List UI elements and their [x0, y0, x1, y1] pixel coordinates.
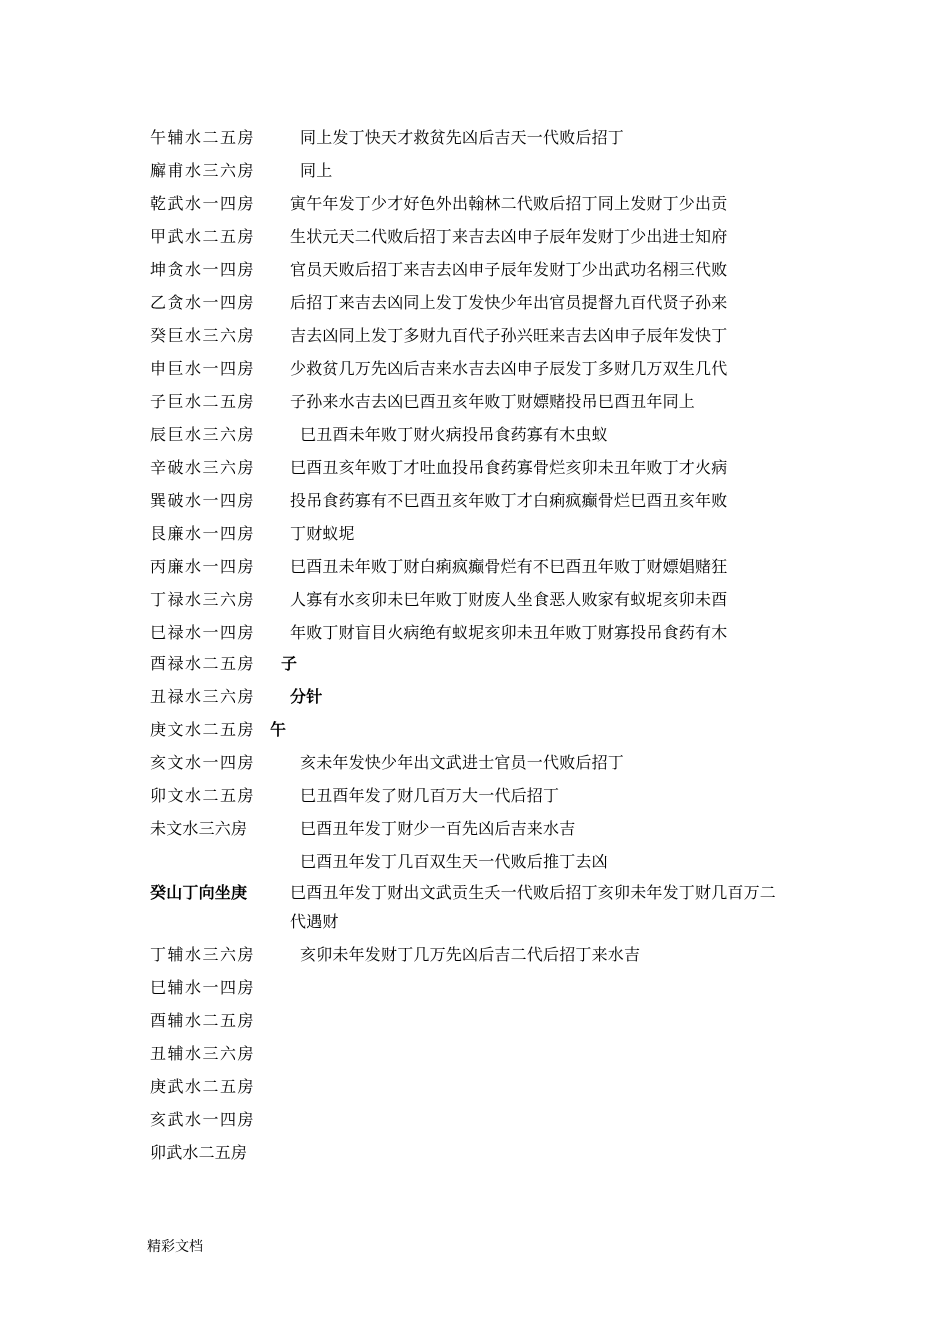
entry-text: 巳酉丑未年败丁财白痢疯癫骨烂有不巳酉丑年败丁财嫖娼赌狂: [290, 557, 728, 576]
entry-row: [0, 715, 950, 745]
entry-text: 生状元天二代败后招丁来吉去凶申子辰年发财丁少出进士知府: [290, 227, 728, 246]
entry-row: [0, 847, 950, 877]
entry-label: 坤贪水一四房: [150, 260, 256, 279]
entry-label: 丑辅水三六房: [150, 1044, 256, 1063]
entry-row: [0, 1006, 950, 1036]
entry-label: 酉禄水二五房: [150, 654, 256, 673]
entry-label: 丙廉水一四房: [150, 557, 256, 576]
entry-text: 同上发丁快天才救贫先凶后吉天一代败后招丁: [300, 128, 625, 147]
entry-row: [0, 814, 950, 844]
page-footer: 精彩文档: [147, 1239, 203, 1255]
entry-text: 子: [281, 654, 298, 673]
entry-label: 庚武水二五房: [150, 1077, 256, 1096]
entry-text: 亥未年发快少年出文武进士官员一代败后招丁: [300, 753, 625, 772]
entry-label: 癸巨水三六房: [150, 326, 256, 345]
entry-row: [0, 781, 950, 811]
entry-text: 巳丑酉年发了财几百万大一代后招丁: [300, 786, 560, 805]
entry-text: 官员天败后招丁来吉去凶申子辰年发财丁少出武功名栩三代败: [290, 260, 728, 279]
entry-label: 申巨水一四房: [150, 359, 256, 378]
entry-label: 癸山丁向坐庚: [150, 883, 248, 902]
entry-label: 卯武水二五房: [150, 1143, 248, 1162]
entry-row: [0, 321, 950, 351]
entry-row: [0, 288, 950, 318]
entry-text: 投吊食药寡有不巳酉丑亥年败丁才白痢疯癫骨烂巳酉丑亥年败: [290, 491, 728, 510]
entry-text: 巳酉丑亥年败丁才吐血投吊食药寡骨烂亥卯未丑年败丁才火病: [290, 458, 728, 477]
entry-text: 年败丁财盲目火病绝有蚁坭亥卯未丑年败丁财寡投吊食药有木: [290, 623, 728, 642]
entry-text: 人寡有水亥卯未巳年败丁财废人坐食恶人败家有蚁坭亥卯未酉: [290, 590, 728, 609]
entry-row: [0, 940, 950, 970]
entry-text: 少救贫几万先凶后吉来水吉去凶申子辰发丁多财几万双生几代: [290, 359, 728, 378]
entry-text: 吉去凶同上发丁多财九百代子孙兴旺来吉去凶申子辰年发快丁: [290, 326, 728, 345]
entry-row: [0, 453, 950, 483]
entry-label: 丁辅水三六房: [150, 945, 256, 964]
entry-label: 午辅水二五房: [150, 128, 256, 147]
entry-row: [0, 420, 950, 450]
entry-row: [0, 973, 950, 1003]
entry-label: 乙贪水一四房: [150, 293, 256, 312]
entry-row: [0, 618, 950, 648]
entry-label: 亥文水一四房: [150, 753, 256, 772]
entry-label: 廨甫水三六房: [150, 161, 256, 180]
entry-row: [0, 519, 950, 549]
entry-label: 子巨水二五房: [150, 392, 256, 411]
entry-row: [0, 1105, 950, 1135]
entry-row: [0, 387, 950, 417]
entry-label: 辰巨水三六房: [150, 425, 256, 444]
entry-text: 巳酉丑年发丁财出文武贡生夭一代败后招丁亥卯未年发丁财几百万二代遇财: [290, 883, 777, 931]
entry-label: 艮廉水一四房: [150, 524, 256, 543]
entry-row: [0, 189, 950, 219]
entry-label: 亥武水一四房: [150, 1110, 256, 1129]
entry-row: [0, 878, 950, 938]
entry-row: [0, 1072, 950, 1102]
entry-label: 丁禄水三六房: [150, 590, 256, 609]
entry-text: 寅午年发丁少才好色外出翰林二代败后招丁同上发财丁少出贡: [290, 194, 728, 213]
entry-row: [0, 649, 950, 679]
entry-label: 未文水三六房: [150, 819, 248, 838]
entry-text: 亥卯未年发财丁几万先凶后吉二代后招丁来水吉: [300, 945, 641, 964]
entry-row: [0, 222, 950, 252]
entry-row: [0, 486, 950, 516]
entry-text: 巳丑酉未年败丁财火病投吊食药寡有木虫蚁: [300, 425, 608, 444]
entry-text: 子孙来水吉去凶巳酉丑亥年败丁财嫖赌投吊巳酉丑年同上: [290, 392, 696, 411]
entry-label: 酉辅水二五房: [150, 1011, 256, 1030]
entry-row: [0, 156, 950, 186]
entry-text: 巳酉丑年发丁财少一百先凶后吉来水吉: [300, 819, 576, 838]
entry-label: 甲武水二五房: [150, 227, 256, 246]
entry-label: 卯文水二五房: [150, 786, 256, 805]
entry-row: [0, 682, 950, 712]
entry-row: [0, 255, 950, 285]
entry-row: [0, 1138, 950, 1168]
entry-label: 巽破水一四房: [150, 491, 256, 510]
entry-label: 丑禄水三六房: [150, 687, 256, 706]
entry-label: 乾武水一四房: [150, 194, 256, 213]
entry-text: 午: [270, 720, 287, 739]
entry-row: [0, 552, 950, 582]
entry-row: [0, 123, 950, 153]
entry-text: 丁财蚁坭: [290, 524, 355, 543]
entry-text: 同上: [300, 161, 333, 180]
entry-row: [0, 585, 950, 615]
entry-label: 巳辅水一四房: [150, 978, 256, 997]
entry-row: [0, 748, 950, 778]
entry-label: 辛破水三六房: [150, 458, 256, 477]
entry-label: 巳禄水一四房: [150, 623, 256, 642]
entry-row: [0, 354, 950, 384]
entry-text: 分针: [290, 687, 323, 706]
entry-text: 后招丁来吉去凶同上发丁发快少年出官员提督九百代贤子孙来: [290, 293, 728, 312]
entry-label: 庚文水二五房: [150, 720, 256, 739]
entry-text: 巳酉丑年发丁几百双生天一代败后推丁去凶: [300, 852, 608, 871]
entry-row: [0, 1039, 950, 1069]
